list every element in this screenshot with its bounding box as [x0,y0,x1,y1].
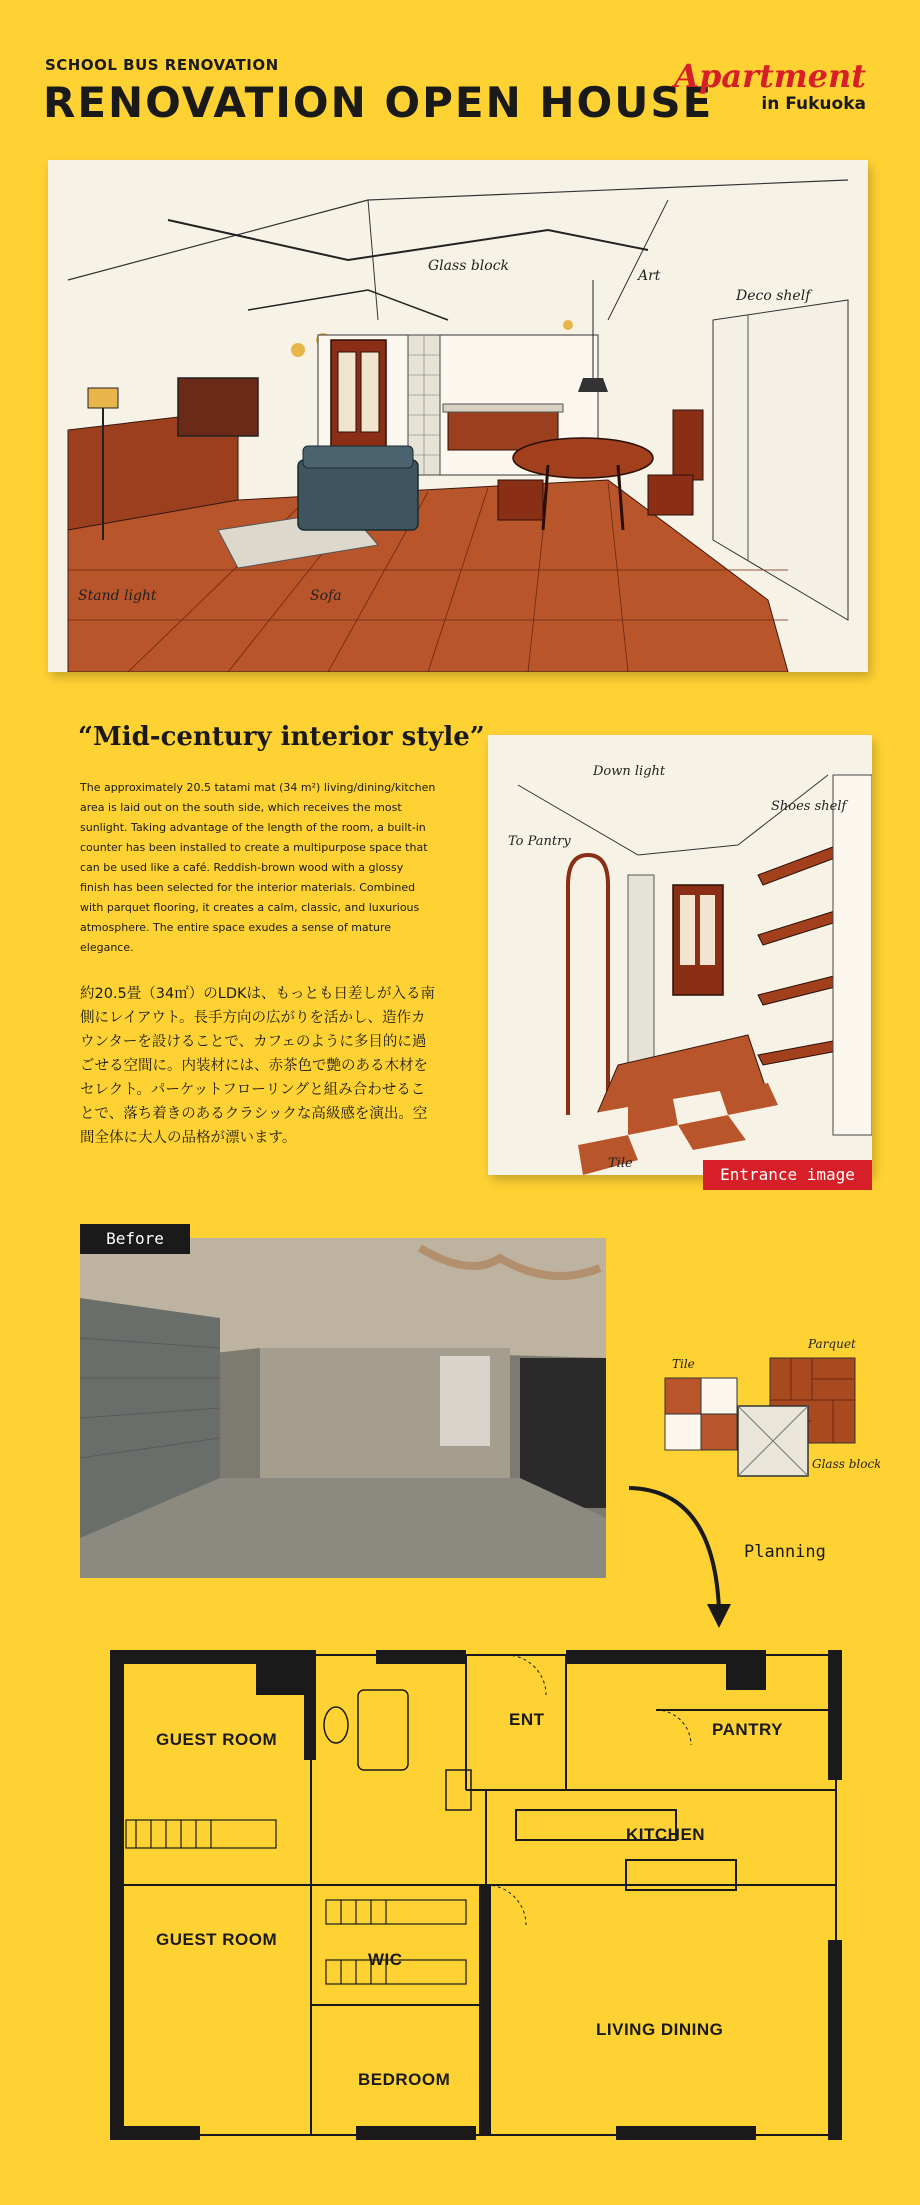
annotation-to-pantry: To Pantry [508,834,571,849]
annotation-shoes-shelf: Shoes shelf [771,799,847,814]
material-swatches [640,1318,880,1488]
style-description-ja: 約20.5畳（34㎡）のLDKは、もっとも日差しが入る南側にレイアウト。長手方向の広がりを活かし、造作カウンターを設けることで、カフェのように多目的に過ごせる空間に。内装材には、赤茶色で艶のある木材をセレクト。パーケットフローリングと組み合わせることで、落ち着きのあるクラシックな高級感を演出。空間全体に大人の品格が漂います。 [80,986,435,1146]
annotation-deco-shelf: Deco shelf [736,288,811,304]
brand-logo [674,57,866,114]
swatch-label-glass-block: Glass block [812,1457,880,1471]
room-ent: ENT [509,1710,545,1729]
annotation-tile: Tile [608,1156,633,1171]
room-pantry: PANTRY [712,1720,783,1739]
before-label: Before [80,1224,190,1254]
room-kitchen: KITCHEN [626,1825,706,1844]
brand-subtitle: in Fukuoka [761,94,866,114]
page-title: RENOVATION OPEN HOUSE [43,78,714,127]
entrance-illustration [488,735,872,1175]
entrance-sketch [488,735,872,1175]
living-room-sketch [48,160,868,672]
swatch-label-parquet: Parquet [808,1337,856,1351]
planning-label: Planning [744,1542,826,1562]
room-guest-room-2: GUEST ROOM [156,1930,278,1949]
planning-arrow-icon [624,1470,744,1630]
style-description-en: The approximately 20.5 tatami mat (34 m²) living/dining/kitchen area is laid out on the south side, which receives the most sunlight. Taking advantage of the length of the room, a built-in counter has been installed to create a multipurpose space that can be used like a café. Reddish-brown wood with a glossy finish has been selected for the interior materials. Combined with parquet flooring, it creates a calm, classic, and luxurious atmosphere. The entire space exudes a sense of mature elegance. [80,781,436,954]
room-living-dining: LIVING DINING [596,2020,724,2039]
floor-plan [96,1610,856,2150]
before-photo [80,1238,606,1578]
room-wic: WIC [368,1950,403,1969]
brand-script: Apartment [674,57,866,95]
style-title: “Mid-century interior style” [78,722,485,752]
floor-plan-drawing [96,1610,856,2150]
before-photo-illustration [80,1238,606,1578]
room-guest-room-1: GUEST ROOM [156,1730,278,1749]
room-bedroom: BEDROOM [358,2070,451,2089]
tile-swatch [665,1378,737,1450]
swatches-illustration [640,1318,880,1488]
swatch-label-tile: Tile [672,1357,695,1371]
living-room-illustration [48,160,868,672]
annotation-glass-block: Glass block [428,258,510,274]
annotation-art: Art [638,268,661,284]
annotation-down-light: Down light [593,764,666,779]
entrance-image-label: Entrance image [703,1160,872,1190]
annotation-stand-light: Stand light [78,588,157,604]
glass-block-swatch [738,1406,808,1476]
header-subtitle: SCHOOL BUS RENOVATION [45,56,279,74]
annotation-sofa: Sofa [310,588,342,604]
